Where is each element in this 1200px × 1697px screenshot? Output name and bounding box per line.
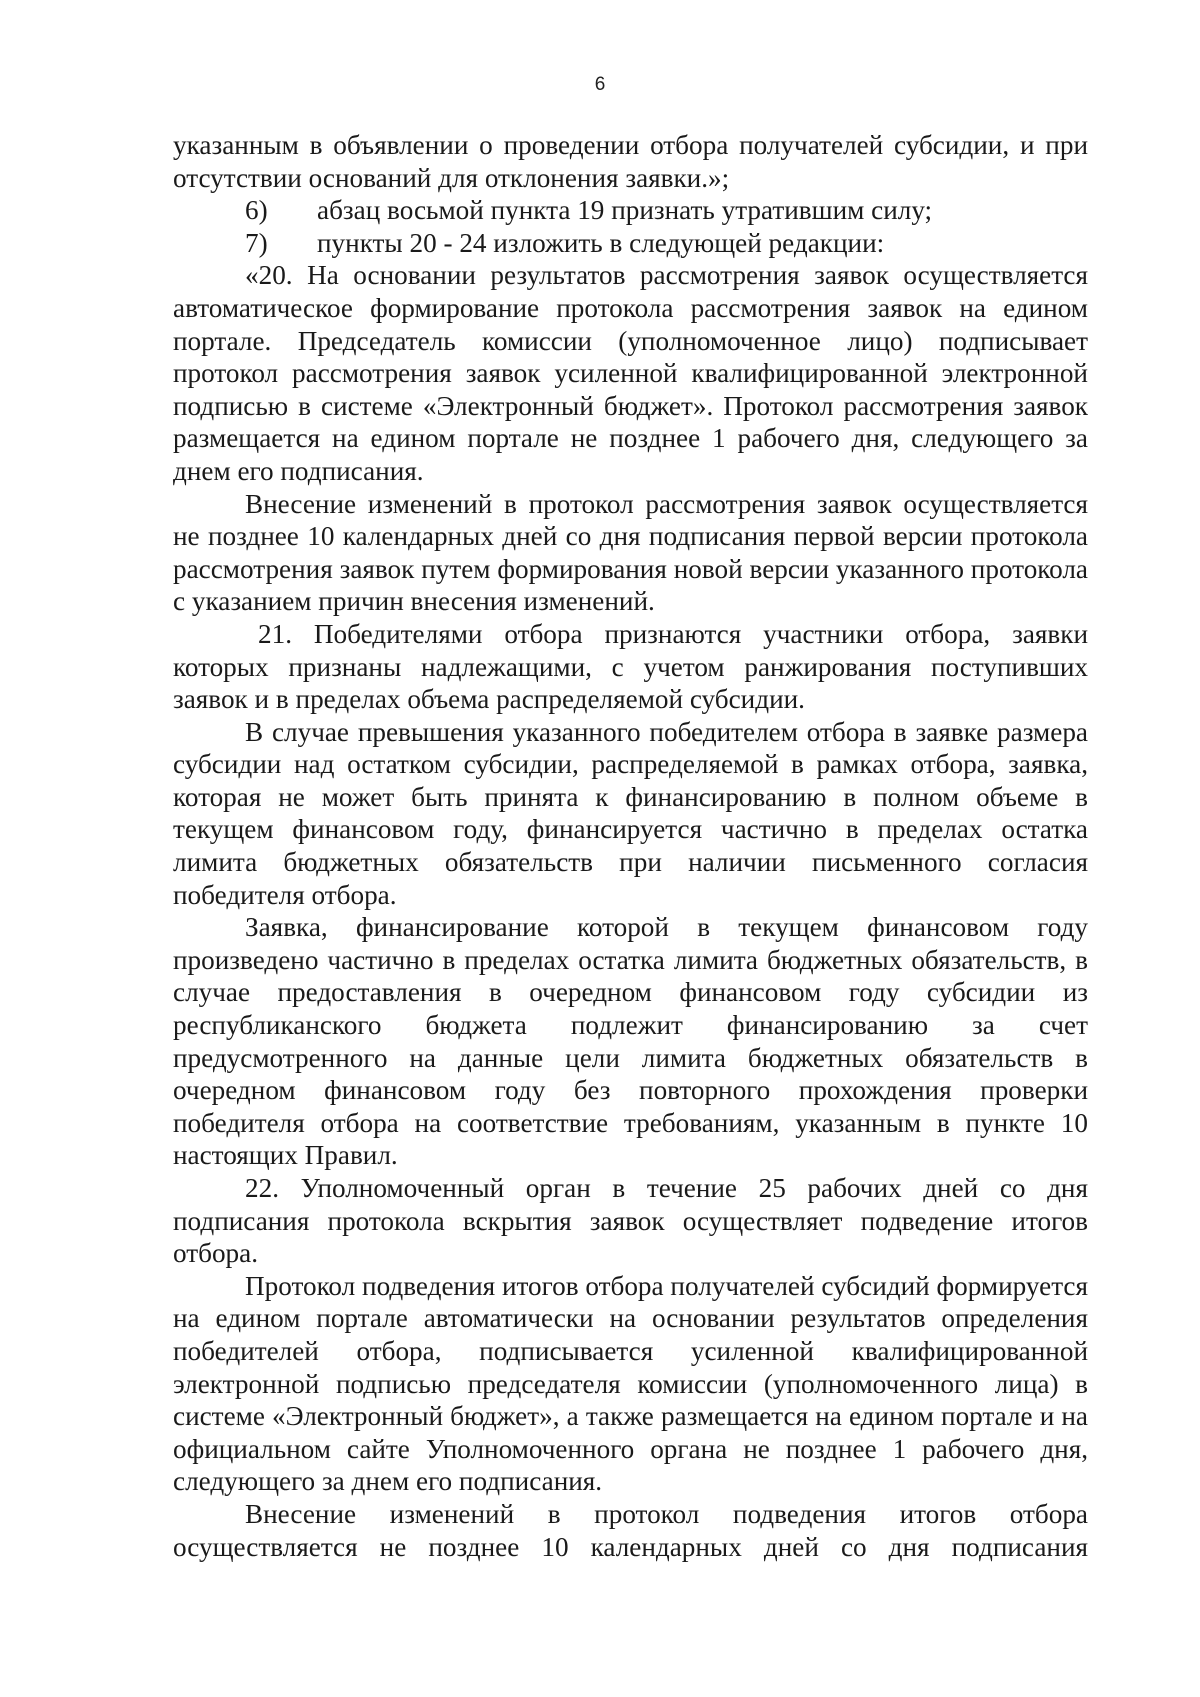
paragraph-21-b: В случае превышения указанного победителем отбора в заявке размера субсидии над остатком субсидии, распределяемой в рамках отбора, заявка, которая не может быть принята к финансированию в полном объеме в текущем финансовом году, финансируется частично в пределах остатка лимита бюджетных обязательств при наличии письменного согласия победителя отбора. <box>173 716 1088 910</box>
list-item-6 <box>173 194 1088 227</box>
paragraph-22-a: 22. Уполномоченный орган в течение 25 рабочих дней со дня подписания протокола вскрытия заявок осуществляет подведение итогов отбора. <box>173 1173 1088 1269</box>
paragraph-22-c: Внесение изменений в протокол подведения итогов отбора осуществляется не позднее 10 календарных дней со дня подписания <box>173 1498 1088 1562</box>
paragraph-20-b: Внесение изменений в протокол рассмотрения заявок осуществляется не позднее 10 календарных дней со дня подписания первой версии протокола рассмотрения заявок путем формирования новой версии указанного протокола с указанием причин внесения изменений. <box>173 488 1088 617</box>
paragraph-21-a: 21. Победителями отбора признаются участники отбора, заявки которых признаны надлежащими, с учетом ранжирования поступивших заявок и в пределах объема распределяемой субсидии. <box>173 618 1088 715</box>
list-item-number: 6) <box>245 195 268 226</box>
paragraph-22-b: Протокол подведения итогов отбора получателей субсидий формируется на едином портале автоматически на основании результатов определения победителей отбора, подписывается усиленной квалифицированной электронной подписью председателя комиссии (уполномоченного лица) в системе «Электронный бюджет», а также размещается на едином портале и на официальном сайте Уполномоченного органа не позднее 1 рабочего дня, следующего за днем его подписания. <box>173 1270 1088 1497</box>
paragraph-21-c: Заявка, финансирование которой в текущем финансовом году произведено частично в пределах остатка лимита бюджетных обязательств, в случае предоставления в очередном финансовом году субсидии из республиканского бюджета подлежит финансированию за счет предусмотренного на данные цели лимита бюджетных обязательств в очередном финансовом году без повторного прохождения проверки победителя отбора на соответствие требованиям, указанным в пункте 10 настоящих Правил. <box>173 912 1088 1171</box>
list-item-text: абзац восьмой пункта 19 признать утратившим силу; <box>317 195 933 226</box>
paragraph-continuation: указанным в объявлении о проведении отбора получателей субсидии, и при отсутствии оснований для отклонения заявки.»; <box>173 130 1088 193</box>
document-body <box>173 129 1088 1563</box>
list-item-text: пункты 20 - 24 изложить в следующей редакции: <box>317 227 885 258</box>
list-item-7 <box>173 227 1088 260</box>
list-item-number: 7) <box>245 227 268 258</box>
page-number: 6 <box>594 74 606 95</box>
paragraph-20-a: «20. На основании результатов рассмотрения заявок осуществляется автоматическое формирование протокола рассмотрения заявок на едином портале. Председатель комиссии (уполномоченное лицо) подписывает протокол рассмотрения заявок усиленной квалифицированной электронной подписью в системе «Электронный бюджет». Протокол рассмотрения заявок размещается на едином портале не позднее 1 рабочего дня, следующего за днем его подписания. <box>173 260 1088 486</box>
